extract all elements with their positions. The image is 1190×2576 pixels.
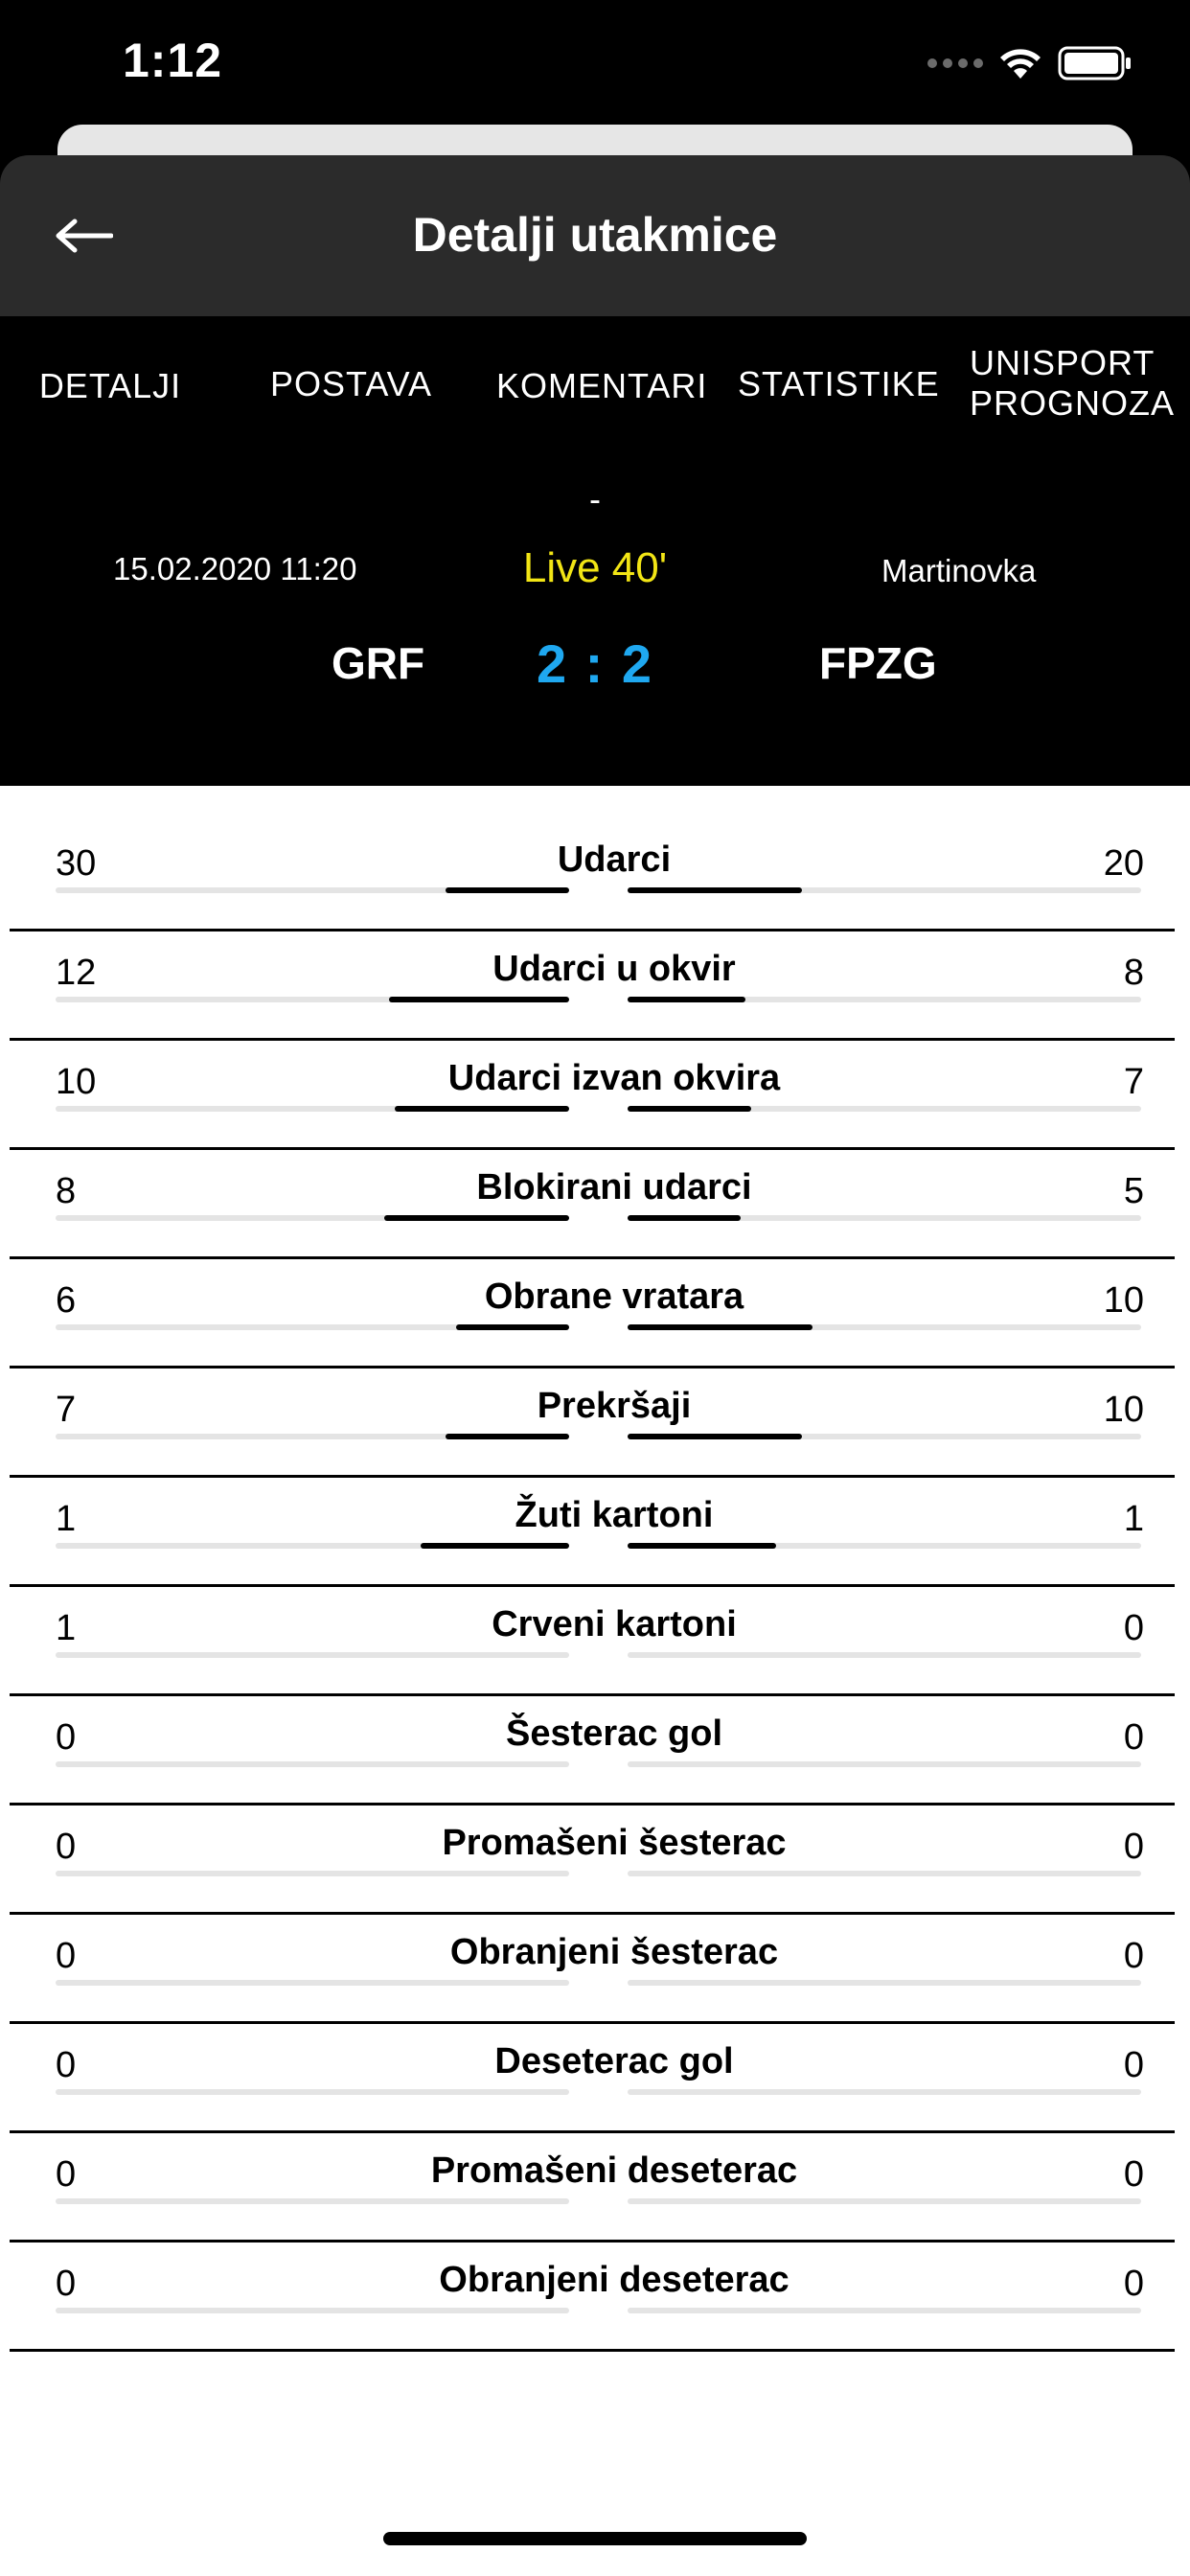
- stat-away-value: 0: [1123, 2154, 1144, 2195]
- stat-row: [0, 822, 1190, 932]
- stat-away-value: 0: [1123, 2045, 1144, 2085]
- stat-label: Blokirani udarci: [476, 1167, 752, 1208]
- stat-away-value: 1: [1123, 1499, 1144, 1539]
- stat-away-value: 8: [1123, 953, 1144, 993]
- stat-home-bar: [56, 1980, 569, 1986]
- match-datetime: 15.02.2020 11:20: [113, 551, 357, 586]
- stat-label: Obranjeni šesterac: [449, 1932, 779, 1972]
- stat-away-fill: [628, 1324, 812, 1330]
- stat-label: Deseterac gol: [494, 2041, 734, 2082]
- stat-away-value: 20: [1103, 843, 1144, 884]
- stat-home-bar: [56, 1106, 569, 1112]
- stat-away-bar: [628, 1434, 1141, 1439]
- tab-unisport-line2: PROGNOZA: [970, 383, 1176, 423]
- stat-home-bar: [56, 2089, 569, 2095]
- signal-icon: [927, 58, 983, 68]
- stat-away-bar: [628, 1215, 1141, 1221]
- stat-away-value: 0: [1123, 1827, 1144, 1867]
- stat-away-fill: [628, 887, 802, 893]
- stat-away-fill: [628, 1106, 751, 1112]
- stats-list: [0, 822, 1190, 2352]
- battery-icon: [1058, 45, 1133, 81]
- stat-home-bar: [56, 1543, 569, 1549]
- stat-away-bar: [628, 1761, 1141, 1767]
- stat-away-bar: [628, 1106, 1141, 1112]
- stat-home-value: 12: [56, 953, 97, 993]
- home-team: GRF: [332, 638, 425, 688]
- home-indicator[interactable]: [383, 2532, 807, 2545]
- stat-home-value: 10: [56, 1062, 97, 1102]
- stat-home-value: 1: [56, 1608, 77, 1648]
- tab-detalji[interactable]: DETALJI: [38, 366, 182, 405]
- status-icons: [927, 42, 1133, 84]
- stat-home-value: 0: [56, 1717, 77, 1758]
- page-title: Detalji utakmice: [412, 208, 778, 262]
- stat-home-bar: [56, 997, 569, 1002]
- away-team: FPZG: [819, 638, 937, 688]
- wifi-icon: [998, 46, 1042, 80]
- stat-away-fill: [628, 997, 745, 1002]
- stat-label: Promašeni deseterac: [430, 2150, 798, 2191]
- stat-home-bar: [56, 1652, 569, 1658]
- tab-bar: [0, 316, 1190, 450]
- stat-away-bar: [628, 887, 1141, 893]
- stat-home-value: 6: [56, 1280, 77, 1321]
- stat-row: [0, 1368, 1190, 1478]
- stat-away-value: 10: [1103, 1390, 1144, 1430]
- tab-statistike[interactable]: STATISTIKE: [738, 364, 940, 403]
- stat-away-bar: [628, 2089, 1141, 2095]
- stat-away-fill: [628, 1434, 802, 1439]
- stat-home-value: 7: [56, 1390, 77, 1430]
- tab-postava[interactable]: POSTAVA: [270, 364, 433, 403]
- stat-label: Udarci izvan okvira: [447, 1058, 781, 1098]
- stat-row: [0, 1478, 1190, 1587]
- stat-home-fill: [456, 1324, 569, 1330]
- stat-away-bar: [628, 997, 1141, 1002]
- stat-away-fill: [628, 1543, 776, 1549]
- stat-home-value: 0: [56, 2264, 77, 2304]
- tab-unisport-line1: UNISPORT: [970, 343, 1156, 382]
- stat-away-bar: [628, 1871, 1141, 1876]
- stat-away-value: 0: [1123, 1936, 1144, 1976]
- stat-home-fill: [384, 1215, 569, 1221]
- stat-away-value: 0: [1123, 1608, 1144, 1648]
- stat-row: [0, 2024, 1190, 2133]
- stat-row: [0, 1041, 1190, 1150]
- match-status: Live 40': [522, 544, 668, 591]
- stat-label: Crveni kartoni: [492, 1604, 737, 1644]
- stat-home-fill: [389, 997, 569, 1002]
- status-time: 1:12: [123, 34, 223, 87]
- stat-row: [0, 1806, 1190, 1915]
- stat-label: Žuti kartoni: [515, 1495, 714, 1535]
- stat-row: [0, 2242, 1190, 2352]
- stat-label: Obranjeni deseterac: [439, 2260, 790, 2300]
- stat-home-value: 0: [56, 1936, 77, 1976]
- stat-label: Šesterac gol: [506, 1714, 722, 1754]
- row-divider: [10, 2349, 1175, 2352]
- stat-home-bar: [56, 1871, 569, 1876]
- stat-away-value: 0: [1123, 1717, 1144, 1758]
- stat-away-value: 0: [1123, 2264, 1144, 2304]
- stat-row: [0, 932, 1190, 1041]
- tab-unisport-prognoza[interactable]: [970, 343, 1176, 424]
- match-venue: Martinovka: [881, 553, 1037, 588]
- stat-row: [0, 1587, 1190, 1696]
- stat-row: [0, 2133, 1190, 2242]
- stat-away-bar: [628, 1980, 1141, 1986]
- stat-row: [0, 1696, 1190, 1806]
- stat-away-value: 7: [1123, 1062, 1144, 1102]
- stat-label: Promašeni šesterac: [442, 1823, 787, 1863]
- stat-away-value: 5: [1123, 1171, 1144, 1211]
- stat-away-bar: [628, 2308, 1141, 2313]
- stat-home-fill: [421, 1543, 569, 1549]
- stat-label: Udarci u okvir: [492, 949, 736, 989]
- header-bar: [0, 155, 1190, 316]
- stat-label: Prekršaji: [537, 1386, 692, 1426]
- stat-home-value: 8: [56, 1171, 77, 1211]
- match-dash: -: [589, 479, 601, 518]
- stat-home-value: 0: [56, 2154, 77, 2195]
- stat-home-value: 0: [56, 2045, 77, 2085]
- stat-row: [0, 1150, 1190, 1259]
- stat-row: [0, 1259, 1190, 1368]
- stat-home-fill: [395, 1106, 569, 1112]
- stat-home-bar: [56, 2308, 569, 2313]
- stat-away-bar: [628, 1543, 1141, 1549]
- stat-home-bar: [56, 1434, 569, 1439]
- stat-home-bar: [56, 2198, 569, 2204]
- match-score: 2 : 2: [536, 633, 654, 694]
- stat-away-bar: [628, 1324, 1141, 1330]
- stat-home-value: 30: [56, 843, 97, 884]
- stat-home-bar: [56, 1215, 569, 1221]
- stat-home-bar: [56, 1761, 569, 1767]
- stat-row: [0, 1915, 1190, 2024]
- stat-home-fill: [446, 1434, 569, 1439]
- tab-komentari[interactable]: KOMENTARI: [496, 366, 708, 405]
- stat-label: Udarci: [557, 840, 672, 880]
- stat-home-value: 1: [56, 1499, 77, 1539]
- stat-away-bar: [628, 1652, 1141, 1658]
- stat-home-bar: [56, 887, 569, 893]
- stat-away-fill: [628, 1215, 741, 1221]
- stat-away-value: 10: [1103, 1280, 1144, 1321]
- stat-home-value: 0: [56, 1827, 77, 1867]
- stat-home-fill: [446, 887, 569, 893]
- stat-label: Obrane vratara: [484, 1276, 744, 1317]
- stat-away-bar: [628, 2198, 1141, 2204]
- stat-home-bar: [56, 1324, 569, 1330]
